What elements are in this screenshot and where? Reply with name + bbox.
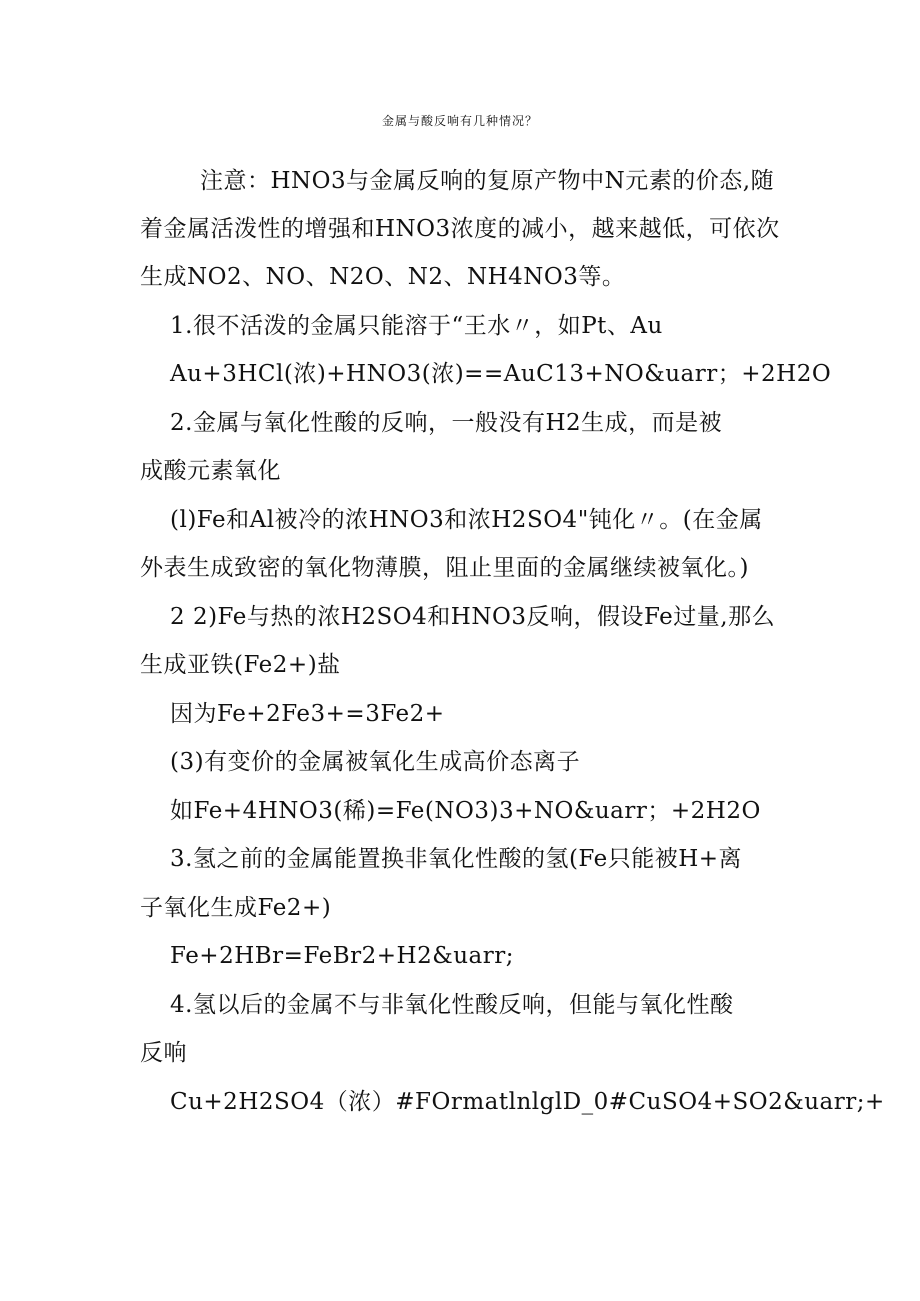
paragraph-line: 着金属活泼性的增强和HNO3浓度的减小，越来越低，可依次 [140, 216, 780, 242]
equation-line: 因为Fe+2Fe3+=3Fe2+ [170, 701, 445, 727]
paragraph-line: 1.很不活泼的金属只能溶于“王水〃，如Pt、Au [170, 313, 663, 339]
paragraph-line: 4.氢以后的金属不与非氧化性酸反响，但能与氧化性酸 [170, 992, 734, 1018]
equation-line: Fe+2HBr=FeBr2+H2&uarr; [170, 943, 514, 969]
equation-line: Cu+2H2SO4（浓）#FOrmatlnlglD_0#CuSO4+SO2&uarr;+ [170, 1089, 885, 1115]
paragraph-line: 子氧化生成Fe2+) [140, 895, 332, 921]
paragraph-line: 反响 [140, 1040, 187, 1066]
paragraph-line: 生成NO2、NO、N2O、N2、NH4NO3等。 [140, 264, 626, 290]
paragraph-line: 注意：HNO3与金属反响的复原产物中N元素的价态,随 [200, 168, 775, 194]
paragraph-line: 外表生成致密的氧化物薄膜，阻止里面的金属继续被氧化。) [140, 555, 749, 581]
equation-line: Au+3HCl(浓)+HNO3(浓)==AuC13+NO&uarr；+2H2O [170, 361, 832, 387]
paragraph-line: (3)有变价的金属被氧化生成高价态离子 [170, 749, 581, 775]
paragraph-line: 2 2)Fe与热的浓H2SO4和HNO3反响，假设Fe过量,那么 [170, 604, 776, 630]
equation-line: 如Fe+4HNO3(稀)=Fe(NO3)3+NO&uarr；+2H2O [170, 798, 761, 824]
paragraph-line: 3.氢之前的金属能置换非氧化性酸的氢(Fe只能被H+离 [170, 846, 743, 872]
paragraph-line: 2.金属与氧化性酸的反响，一般没有H2生成，而是被 [170, 410, 723, 436]
document-title: 金属与酸反响有几种情况？ [381, 114, 538, 128]
paragraph-line: (l)Fe和Al被冷的浓HNO3和浓H2SO4"钝化〃。(在金属 [170, 507, 763, 533]
paragraph-line: 成酸元素氧化 [140, 458, 281, 484]
paragraph-line: 生成亚铁(Fe2+)盐 [140, 652, 341, 678]
